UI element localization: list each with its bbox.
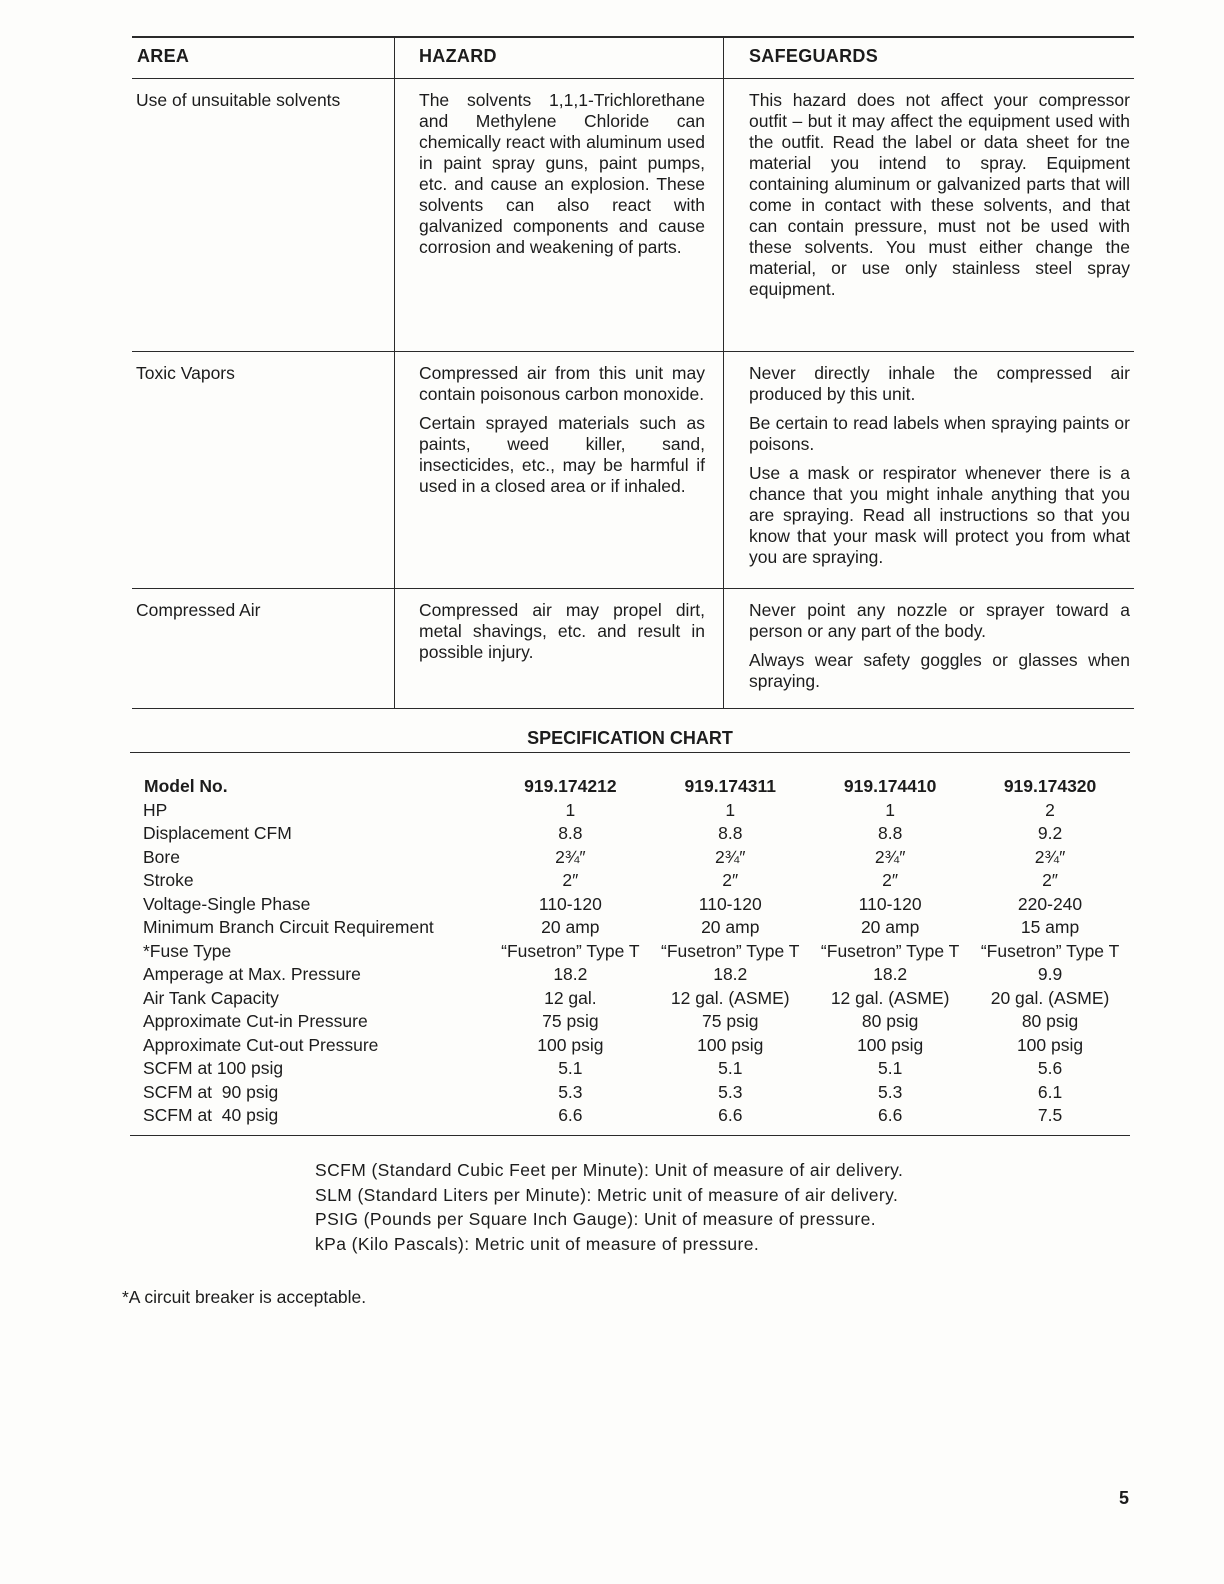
spec-chart-title: SPECIFICATION CHART xyxy=(527,728,733,748)
safeguard-text: Always wear safety goggles or glasses when spraying. xyxy=(749,650,1130,691)
spec-value: 2″ xyxy=(882,870,899,891)
spec-label: Approximate Cut-out Pressure xyxy=(143,1034,379,1055)
spec-header-row xyxy=(130,775,1130,799)
spec-label: HP xyxy=(143,799,168,820)
safeguard-text: Never point any nozzle or sprayer toward a person or any part of the body. xyxy=(749,600,1130,641)
spec-value: 100 psig xyxy=(537,1034,604,1055)
spec-value: 75 psig xyxy=(542,1011,599,1032)
spec-label-cell xyxy=(130,1081,490,1105)
spec-value: 5.1 xyxy=(718,1058,743,1079)
safeguards-cell xyxy=(723,79,1134,351)
spec-value: 5.6 xyxy=(1037,1058,1063,1079)
footnote: *A circuit breaker is acceptable. xyxy=(122,1287,367,1307)
safeguard-text: Use a mask or respirator whenever there is a chance that you might inhale anything that you are spraying. Read all instructions so that you know that your mask will protect you from what you are spraying. xyxy=(749,463,1130,567)
column-header-safeguards: SAFEGUARDS xyxy=(723,38,1134,78)
spec-value: 2¾″ xyxy=(555,846,586,867)
spec-value: 100 psig xyxy=(857,1034,924,1055)
spec-value: 2¾″ xyxy=(1034,846,1066,867)
spec-row xyxy=(130,1034,1130,1058)
spec-label: SCFM at 40 psig xyxy=(143,1105,279,1126)
model-number: 919.174212 xyxy=(524,776,617,797)
spec-row xyxy=(130,799,1130,823)
spec-value: 1 xyxy=(565,799,576,820)
spec-value: 20 amp xyxy=(860,917,920,938)
spec-value: 110-120 xyxy=(538,893,602,914)
spec-row xyxy=(130,846,1130,870)
spec-row xyxy=(130,1057,1130,1081)
hazard-table xyxy=(132,36,1134,709)
spec-value: 80 psig xyxy=(1021,1011,1079,1032)
spec-value: 5.1 xyxy=(877,1058,903,1079)
model-number: 919.174320 xyxy=(1003,776,1097,797)
spec-value: “Fusetron” Type T xyxy=(661,940,800,961)
spec-value: 6.6 xyxy=(558,1105,583,1126)
spec-label-cell xyxy=(130,1057,490,1081)
hazard-text: Compressed air from this unit may contain poisonous carbon monoxide. xyxy=(419,363,705,404)
spec-label: Air Tank Capacity xyxy=(143,987,279,1008)
spec-row xyxy=(130,822,1130,846)
spec-label: Minimum Branch Circuit Requirement xyxy=(143,917,434,938)
spec-value: 5.1 xyxy=(558,1058,583,1079)
spec-label: SCFM at 90 psig xyxy=(143,1081,279,1102)
spec-row xyxy=(130,893,1130,917)
spec-row xyxy=(130,1081,1130,1105)
spec-value: 2 xyxy=(1045,799,1055,820)
spec-label: Displacement CFM xyxy=(143,823,292,844)
spec-value: 5.3 xyxy=(718,1081,743,1102)
spec-value: 80 psig xyxy=(861,1011,919,1032)
spec-row xyxy=(130,987,1130,1011)
spec-label-cell xyxy=(130,1104,490,1128)
spec-value: 8.8 xyxy=(558,823,583,844)
spec-label-cell xyxy=(130,916,490,940)
spec-table xyxy=(130,775,1130,1128)
hazard-table-header xyxy=(132,38,1134,79)
safeguards-cell xyxy=(723,352,1134,588)
spec-value: 100 psig xyxy=(1016,1034,1084,1055)
spec-header-label: Model No. xyxy=(144,776,228,797)
spec-label-cell xyxy=(130,822,490,846)
spec-value: 110-120 xyxy=(858,893,922,914)
spec-value: 18.2 xyxy=(553,964,588,985)
safeguards-cell xyxy=(723,589,1134,708)
hazard-cell xyxy=(394,352,723,588)
model-number: 919.174311 xyxy=(684,776,776,797)
spec-value: 2¾″ xyxy=(874,846,906,867)
spec-value: “Fusetron” Type T xyxy=(501,940,640,961)
hazard-row-compressed-air xyxy=(132,588,1134,708)
area-text: Use of unsuitable solvents xyxy=(136,90,341,110)
area-cell xyxy=(132,589,394,708)
spec-label-cell xyxy=(130,869,490,893)
spec-row xyxy=(130,916,1130,940)
spec-chart xyxy=(130,752,1130,1136)
abbreviation-line: SLM (Standard Liters per Minute): Metric unit of measure of air delivery. xyxy=(315,1184,899,1205)
safeguard-text: Be certain to read labels when spraying paints or poisons. xyxy=(749,413,1130,454)
spec-value: 15 amp xyxy=(1020,917,1080,938)
spec-row xyxy=(130,869,1130,893)
hazard-cell xyxy=(394,589,723,708)
spec-label-cell xyxy=(130,846,490,870)
spec-label: Bore xyxy=(143,846,180,867)
spec-value: 6.6 xyxy=(877,1105,903,1126)
spec-value: 220-240 xyxy=(1017,893,1083,914)
spec-label: *Fuse Type xyxy=(143,940,232,961)
spec-value: 18.2 xyxy=(713,964,748,985)
spec-value: 20 amp xyxy=(701,917,760,938)
spec-label-cell xyxy=(130,987,490,1011)
spec-value: 18.2 xyxy=(873,964,908,985)
hazard-row-toxic-vapors xyxy=(132,351,1134,588)
spec-value: 5.3 xyxy=(558,1081,583,1102)
hazard-cell xyxy=(394,79,723,351)
hazard-text: The solvents 1,1,1-Trichlorethane and Methylene Chloride can chemically react with aluminum used in paint spray guns, paint pumps, etc. and cause an explosion. These solvents can also react with galvanized components and cause corrosion and weakening of parts. xyxy=(419,90,705,257)
column-header-hazard: HAZARD xyxy=(394,38,723,78)
spec-label-cell xyxy=(130,1010,490,1034)
spec-value: “Fusetron” Type T xyxy=(980,940,1120,961)
area-cell xyxy=(132,79,394,351)
abbreviation-notes xyxy=(315,1158,903,1256)
spec-value: 12 gal. xyxy=(544,987,597,1008)
spec-value: 9.2 xyxy=(1037,823,1063,844)
spec-label: Approximate Cut-in Pressure xyxy=(143,1011,368,1032)
spec-value: 9.9 xyxy=(1037,964,1063,985)
spec-value: 6.1 xyxy=(1037,1081,1063,1102)
spec-label-cell xyxy=(130,799,490,823)
abbreviation-line: SCFM (Standard Cubic Feet per Minute): Unit of measure of air delivery. xyxy=(315,1160,904,1180)
spec-value: 20 amp xyxy=(541,917,600,938)
spec-value: 7.5 xyxy=(1037,1105,1063,1126)
spec-row xyxy=(130,1010,1130,1034)
spec-value: 75 psig xyxy=(702,1011,759,1032)
spec-value: 100 psig xyxy=(697,1034,764,1055)
spec-row xyxy=(130,963,1130,987)
spec-value: 20 gal. (ASME) xyxy=(990,987,1110,1008)
hazard-row-solvents xyxy=(132,79,1134,351)
area-text: Toxic Vapors xyxy=(136,363,235,383)
safeguard-text: Never directly inhale the compressed air produced by this unit. xyxy=(749,363,1130,404)
abbreviation-line: kPa (Kilo Pascals): Metric unit of measure of pressure. xyxy=(315,1233,760,1254)
spec-value: 2″ xyxy=(562,870,579,891)
spec-value: “Fusetron” Type T xyxy=(820,940,960,961)
page-number: 5 xyxy=(1119,1488,1130,1508)
spec-label: Voltage-Single Phase xyxy=(143,893,311,914)
spec-value: 2″ xyxy=(1042,870,1059,891)
area-cell xyxy=(132,352,394,588)
spec-label-cell xyxy=(130,1034,490,1058)
column-header-area: AREA xyxy=(137,46,190,66)
hazard-text: Compressed air may propel dirt, metal shavings, etc. and result in possible injury. xyxy=(419,600,705,662)
spec-label-cell xyxy=(130,940,490,964)
spec-value: 2¾″ xyxy=(714,846,746,867)
model-number: 919.174410 xyxy=(843,776,937,797)
spec-label: Amperage at Max. Pressure xyxy=(143,964,361,985)
spec-row xyxy=(130,1104,1130,1128)
area-text: Compressed Air xyxy=(136,600,261,620)
spec-row xyxy=(130,940,1130,964)
safeguard-text: This hazard does not affect your compressor outfit – but it may affect the equipment used with the outfit. Read the label or data sheet for tne material you intend to spray. Equipment containing aluminum or galvanized parts that will come in contact with these solvents, and that can contain pressure, must not be used with these solvents. You must either change the material, or use only stainless steel spray equipment. xyxy=(749,90,1130,299)
spec-value: 110-120 xyxy=(698,893,762,914)
spec-label-cell xyxy=(130,893,490,917)
spec-label: SCFM at 100 psig xyxy=(143,1058,284,1079)
spec-value: 2″ xyxy=(722,870,739,891)
spec-value: 8.8 xyxy=(877,823,903,844)
hazard-text: Certain sprayed materials such as paints, weed killer, sand, insecticides, etc., may be harmful if used in a closed area or if inhaled. xyxy=(419,413,705,496)
spec-value: 6.6 xyxy=(718,1105,743,1126)
spec-label: Stroke xyxy=(143,870,194,891)
spec-value: 1 xyxy=(885,799,896,820)
abbreviation-line: PSIG (Pounds per Square Inch Gauge): Unit of measure of pressure. xyxy=(315,1209,876,1229)
spec-value: 12 gal. (ASME) xyxy=(830,987,950,1008)
spec-label-cell xyxy=(130,963,490,987)
spec-value: 5.3 xyxy=(877,1081,903,1102)
spec-value: 1 xyxy=(725,799,736,820)
spec-value: 12 gal. (ASME) xyxy=(670,987,790,1008)
spec-value: 8.8 xyxy=(718,823,743,844)
